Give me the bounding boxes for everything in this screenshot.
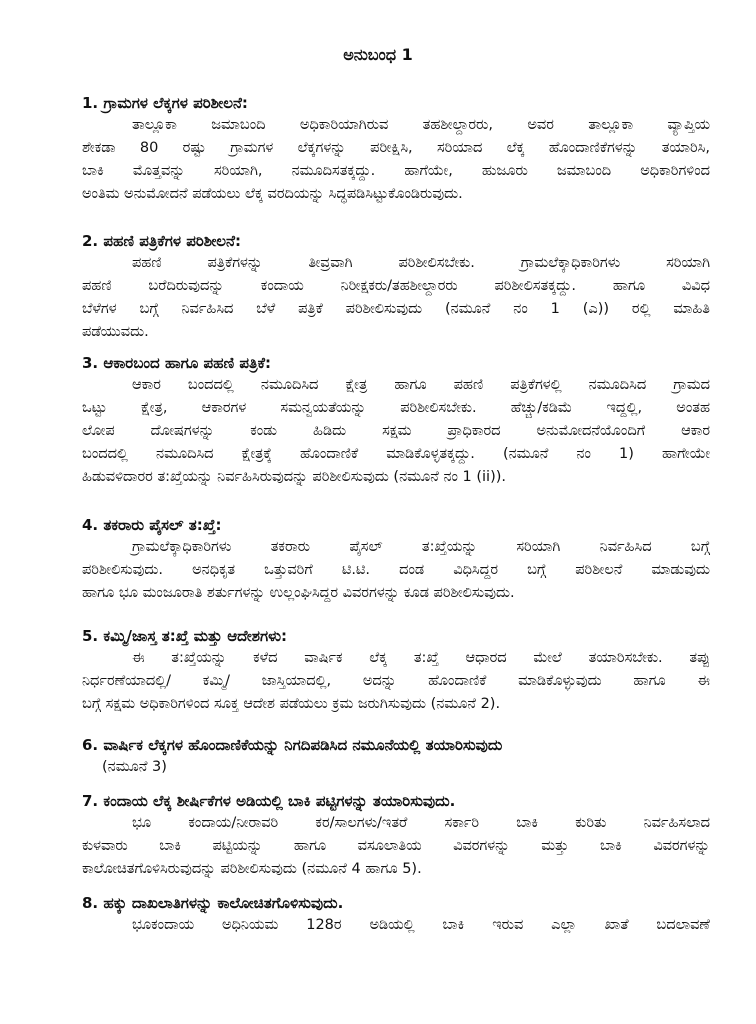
paragraph-line: ಹಿಡುವಳಿದಾರರ ತ:ಖ್ತೆಯನ್ನು ನಿರ್ವಹಿಸಿರುವುದನ್ನು ಪರಿಶೀಲಿಸುವುದು (ನಮೂನೆ ನಂ 1 (ii)).	[82, 469, 507, 485]
paragraph-line: ಒಟ್ಟು ಕ್ಷೇತ್ರ, ಆಕಾರಗಳ ಸಮನ್ವಯತೆಯನ್ನು ಪರಿಶೀಲಿಸಬೇಕು. ಹೆಚ್ಚು/ಕಡಿಮೆ ಇದ್ದಲ್ಲಿ, ಅಂತಹ	[82, 400, 710, 416]
paragraph-line: ಬಾಕಿ ಮೊತ್ತವನ್ನು ಸರಿಯಾಗಿ, ನಮೂದಿಸತಕ್ಕದ್ದು. ಹಾಗೆಯೇ, ಹುಜೂರು ಜಮಾಬಂದಿ ಅಧಿಕಾರಿಗಳಿಂದ	[82, 163, 710, 179]
paragraph-line: ಪಹಣಿ ಪತ್ರಿಕೆಗಳನ್ನು ತೀವ್ರವಾಗಿ ಪರಿಶೀಲಿಸಬೇಕು. ಗ್ರಾಮಲೆಕ್ಕಾಧಿಕಾರಿಗಳು ಸರಿಯಾಗಿ	[132, 255, 710, 271]
paragraph-line: ಕುಳವಾರು ಬಾಕಿ ಪಟ್ಟಿಯನ್ನು ಹಾಗೂ ವಸೂಲಾತಿಯ ವಿವರಗಳನ್ನು ಮತ್ತು ಬಾಕಿ ವಿವರಗಳನ್ನು	[82, 838, 710, 854]
section-6-heading: 6. ವಾರ್ಷಿಕ ಲೆಕ್ಕಗಳ ಹೊಂದಾಣಿಕೆಯನ್ನು ನಿಗದಿಪಡಿಸಿದ ನಮೂನೆಯಲ್ಲಿ ತಯಾರಿಸುವುದು	[82, 736, 503, 754]
paragraph-line: ನಿರ್ಧರಣೆಯಾದಲ್ಲಿ/ ಕಮ್ಮಿ/ ಜಾಸ್ತಿಯಾದಲ್ಲಿ, ಅದನ್ನು ಹೊಂದಾಣಿಕೆ ಮಾಡಿಕೊಳ್ಳುವುದು ಹಾಗೂ ಈ	[82, 673, 710, 689]
section-8-heading: 8. ಹಕ್ಕು ದಾಖಲಾತಿಗಳನ್ನು ಕಾಲೋಚಿತಗೊಳಿಸುವುದು.	[82, 894, 344, 912]
paragraph-line: ಬೆಳೆಗಳ ಬಗ್ಗೆ ನಿರ್ವಹಿಸಿದ ಬೆಳೆ ಪತ್ರಿಕೆ ಪರಿಶೀಲಿಸುವುದು (ನಮೂನೆ ನಂ 1 (ಎ)) ರಲ್ಲಿ ಮಾಹಿತಿ	[82, 301, 710, 317]
section-2	[82, 230, 710, 344]
section-4	[82, 514, 710, 605]
section-5-heading: 5. ಕಮ್ಮಿ/ಜಾಸ್ತ ತ:ಖ್ತೆ ಮತ್ತು ಆದೇಶಗಳು:	[82, 627, 288, 645]
paragraph-line: ಲೋಪ ದೋಷಗಳನ್ನು ಕಂಡು ಹಿಡಿದು ಸಕ್ಷಮ ಪ್ರಾಧಿಕಾರದ ಅನುಮೋದನೆಯೊಂದಿಗೆ ಆಕಾರ	[82, 423, 710, 439]
section-3	[82, 352, 710, 489]
section-7-body	[82, 812, 710, 881]
section-3-heading: 3. ಆಕಾರಬಂದ ಹಾಗೂ ಪಹಣಿ ಪತ್ರಿಕೆ:	[82, 354, 271, 372]
page-title: ಅನುಬಂಧ 1	[343, 45, 413, 64]
section-3-body	[82, 374, 710, 489]
paragraph-line: ಭೂ ಕಂದಾಯ/ನೀರಾವರಿ ಕರ/ಸಾಲಗಳು/ಇತರೆ ಸರ್ಕಾರಿ ಬಾಕಿ ಕುರಿತು ನಿರ್ವಹಿಸಲಾದ	[132, 815, 710, 831]
paragraph-line: ಕಾಲೋಚಿತಗೊಳಿಸಿರುವುದನ್ನು ಪರಿಶೀಲಿಸುವುದು (ನಮೂನೆ 4 ಹಾಗೂ 5).	[82, 861, 422, 877]
paragraph-line: ಬಗ್ಗೆ ಸಕ್ಷಮ ಅಧಿಕಾರಿಗಳಿಂದ ಸೂಕ್ತ ಆದೇಶ ಪಡೆಯಲು ಕ್ರಮ ಜರುಗಿಸುವುದು (ನಮೂನೆ 2).	[82, 696, 501, 712]
section-8	[82, 892, 710, 937]
section-8-body	[82, 914, 710, 937]
paragraph-line: ಭೂಕಂದಾಯ ಅಧಿನಿಯಮ 128ರ ಅಡಿಯಲ್ಲಿ ಬಾಕಿ ಇರುವ ಎಲ್ಲಾ ಖಾತೆ ಬದಲಾವಣೆ	[132, 917, 710, 933]
section-1-body	[82, 114, 710, 206]
section-1	[82, 92, 710, 206]
section-6	[82, 734, 710, 779]
paragraph-line: ಪಹಣಿ ಬರೆದಿರುವುದನ್ನು ಕಂದಾಯ ನಿರೀಕ್ಷಕರು/ತಹಶೀಲ್ದಾರರು ಪರಿಶೀಲಿಸತಕ್ಕದ್ದು. ಹಾಗೂ ವಿವಿಧ	[82, 278, 710, 294]
section-5	[82, 625, 710, 716]
section-7	[82, 790, 710, 881]
paragraph-line: ಅಂತಿಮ ಅನುಮೋದನೆ ಪಡೆಯಲು ಲೆಕ್ಕ ವರದಿಯನ್ನು ಸಿದ್ಧಪಡಿಸಿಟ್ಟುಕೊಂಡಿರುವುದು.	[82, 186, 463, 202]
paragraph-line: ಶೇಕಡಾ 80 ರಷ್ಟು ಗ್ರಾಮಗಳ ಲೆಕ್ಕಗಳನ್ನು ಪರೀಕ್ಷಿಸಿ, ಸರಿಯಾದ ಲೆಕ್ಕ ಹೊಂದಾಣಿಕೆಗಳನ್ನು ತಯಾರಿಸಿ,	[82, 140, 710, 156]
paragraph-line: ಪರಿಶೀಲಿಸುವುದು. ಅನಧಿಕೃತ ಒತ್ತುವರಿಗೆ ಟಿ.ಟಿ. ದಂಡ ವಿಧಿಸಿದ್ದರ ಬಗ್ಗೆ ಪರಿಶೀಲನೆ ಮಾಡುವುದು	[82, 562, 710, 578]
paragraph-line: ತಾಲ್ಲೂಕಾ ಜಮಾಬಂದಿ ಅಧಿಕಾರಿಯಾಗಿರುವ ತಹಶೀಲ್ದಾರರು, ಅವರ ತಾಲ್ಲೂಕಾ ವ್ಯಾಪ್ತಿಯ	[132, 117, 710, 133]
section-2-heading: 2. ಪಹಣಿ ಪತ್ರಿಕೆಗಳ ಪರಿಶೀಲನೆ:	[82, 232, 241, 250]
section-4-body	[82, 536, 710, 605]
paragraph-line: ಈ ತ:ಖ್ತೆಯನ್ನು ಕಳೆದ ವಾರ್ಷಿಕ ಲೆಕ್ಕ ತ:ಖ್ತೆ ಆಧಾರದ ಮೇಲೆ ತಯಾರಿಸಬೇಕು. ತಪ್ಪು	[132, 650, 710, 666]
section-4-heading: 4. ತಕರಾರು ಪೈಸಲ್ ತ:ಖ್ತೆ:	[82, 516, 222, 534]
paragraph-line: ಗ್ರಾಮಲೆಕ್ಕಾಧಿಕಾರಿಗಳು ತಕರಾರು ಪೈಸಲ್ ತ:ಖ್ತೆಯನ್ನು ಸರಿಯಾಗಿ ನಿರ್ವಹಿಸಿದ ಬಗ್ಗೆ	[132, 539, 710, 555]
paragraph-line: ಪಡೆಯುವದು.	[82, 324, 149, 340]
section-7-heading: 7. ಕಂದಾಯ ಲೆಕ್ಕ ಶೀರ್ಷಿಕೆಗಳ ಅಡಿಯಲ್ಲಿ ಬಾಕಿ ಪಟ್ಟಿಗಳನ್ನು ತಯಾರಿಸುವುದು.	[82, 792, 456, 810]
paragraph-line: ಆಕಾರ ಬಂದದಲ್ಲಿ ನಮೂದಿಸಿದ ಕ್ಷೇತ್ರ ಹಾಗೂ ಪಹಣಿ ಪತ್ರಿಕೆಗಳಲ್ಲಿ ನಮೂದಿಸಿದ ಗ್ರಾಮದ	[132, 377, 710, 393]
paragraph-line: ಬಂದದಲ್ಲಿ ನಮೂದಿಸಿದ ಕ್ಷೇತ್ರಕ್ಕೆ ಹೊಂದಾಣಿಕೆ ಮಾಡಿಕೊಳ್ಳತಕ್ಕದ್ದು. (ನಮೂನೆ ನಂ 1) ಹಾಗೇಯೇ	[82, 446, 710, 462]
section-6-body	[82, 756, 710, 779]
paragraph-line: ಹಾಗೂ ಭೂ ಮಂಜೂರಾತಿ ಶರ್ತುಗಳನ್ನು ಉಲ್ಲಂಘಿಸಿದ್ದರ ವಿವರಗಳನ್ನು ಕೂಡ ಪರಿಶೀಲಿಸುವುದು.	[82, 585, 515, 601]
section-5-body	[82, 647, 710, 716]
section-1-heading: 1. ಗ್ರಾಮಗಳ ಲೆಕ್ಕಗಳ ಪರಿಶೀಲನೆ:	[82, 94, 248, 112]
section-2-body	[82, 252, 710, 344]
paragraph-line: (ನಮೂನೆ 3)	[102, 759, 167, 775]
